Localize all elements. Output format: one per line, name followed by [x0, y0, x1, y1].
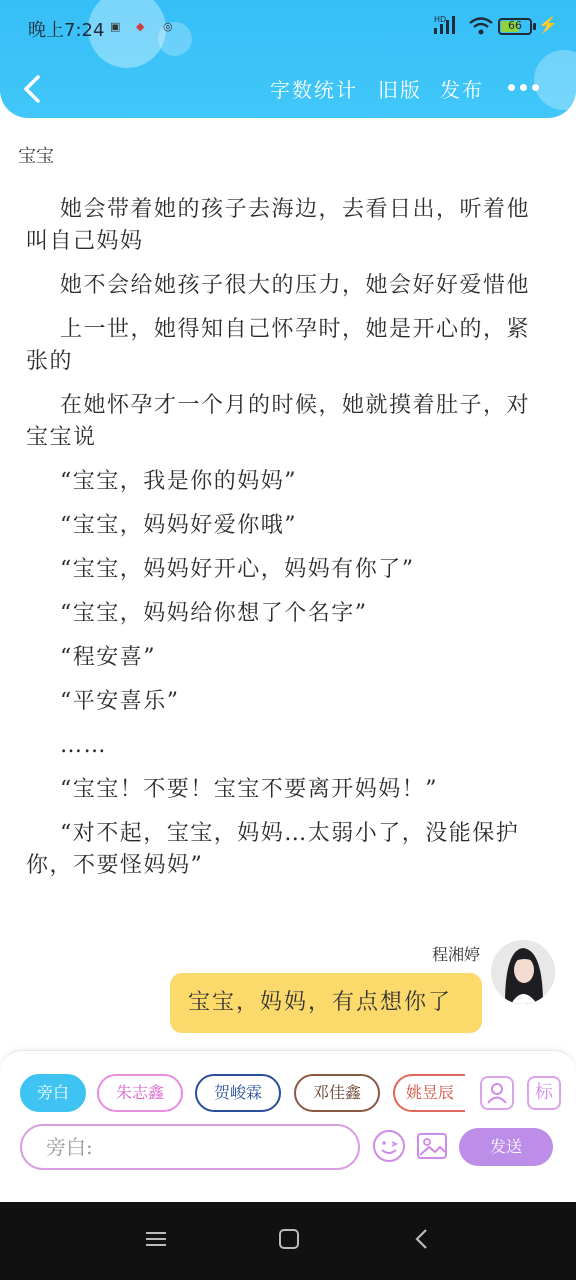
mark-button[interactable]: 标 — [527, 1076, 561, 1110]
speaker-avatar[interactable] — [491, 940, 555, 1004]
narration-input[interactable]: 旁白: — [20, 1124, 360, 1170]
more-options-button[interactable] — [506, 80, 540, 94]
story-paragraph: “宝宝！不要！宝宝不要离开妈妈！” — [60, 777, 438, 802]
story-paragraph: “宝宝，妈妈好开心，妈妈有你了” — [60, 557, 415, 582]
story-paragraph: 在她怀孕才一个月的时候，她就摸着肚子，对宝宝说 — [26, 393, 531, 450]
avatar-image — [491, 940, 555, 1004]
speaker-name: 程湘婷 — [431, 945, 480, 964]
story-paragraph: 她不会给她孩子很大的压力，她会好好爱惜他 — [60, 273, 531, 298]
chapter-title[interactable]: 宝宝 — [18, 146, 54, 167]
more-dots-icon — [520, 84, 527, 91]
back-nav-icon[interactable] — [411, 1228, 433, 1250]
chip-character[interactable]: 朱志鑫 — [97, 1074, 183, 1112]
image-icon[interactable] — [414, 1128, 450, 1164]
sim-icon: ▣ — [110, 20, 121, 33]
story-paragraph: “对不起，宝宝，妈妈…太弱小了，没能保护你，不要怪妈妈” — [26, 821, 520, 878]
word-count-button[interactable]: 字数统计 — [270, 78, 358, 102]
signal-icon — [434, 14, 460, 36]
network-label: HD — [434, 15, 447, 24]
battery-icon — [498, 18, 532, 35]
chip-character[interactable]: 贺峻霖 — [195, 1074, 281, 1112]
wifi-icon — [468, 16, 494, 36]
app-notification-icon: ◆ — [136, 20, 145, 33]
story-paragraph: 上一世，她得知自己怀孕时，她是开心的，紧张的 — [26, 317, 531, 374]
header-bar — [0, 0, 576, 118]
charging-icon: ⚡ — [538, 15, 558, 34]
chip-character[interactable]: 邓佳鑫 — [294, 1074, 380, 1112]
notification-icon: ◎ — [163, 20, 173, 33]
story-paragraph: “宝宝，妈妈给你想了个名字” — [60, 601, 368, 626]
emoji-icon[interactable] — [371, 1128, 407, 1164]
story-paragraph: “宝宝，妈妈好爱你哦” — [60, 513, 297, 538]
story-paragraph: …… — [60, 733, 107, 758]
more-dots-icon — [508, 84, 515, 91]
status-time: 晚上7:24 — [28, 20, 105, 41]
story-paragraph: “平安喜乐” — [60, 689, 180, 714]
story-content[interactable] — [26, 194, 546, 894]
battery-tip — [533, 23, 536, 30]
chip-narration[interactable]: 旁白 — [20, 1074, 86, 1112]
old-version-button[interactable]: 旧版 — [378, 78, 422, 102]
back-button[interactable] — [18, 72, 48, 106]
publish-button[interactable]: 发布 — [440, 78, 484, 102]
story-paragraph: “程安喜” — [60, 645, 156, 670]
home-icon[interactable] — [278, 1228, 300, 1250]
story-paragraph: 她会带着她的孩子去海边，去看日出，听着他叫自己妈妈 — [26, 197, 531, 254]
decor-bubble — [534, 50, 576, 110]
dialogue-bubble[interactable]: 宝宝，妈妈，有点想你了 — [170, 973, 482, 1033]
battery-level: 66 — [508, 19, 522, 32]
menu-icon[interactable] — [145, 1228, 167, 1250]
more-dots-icon — [532, 84, 539, 91]
person-card-icon — [482, 1078, 512, 1108]
chip-character[interactable]: 姚昱辰 — [393, 1074, 465, 1112]
story-paragraph: “宝宝，我是你的妈妈” — [60, 469, 297, 494]
status-bar — [0, 0, 576, 56]
send-button[interactable]: 发送 — [459, 1128, 553, 1166]
character-manage-button[interactable] — [480, 1076, 514, 1110]
